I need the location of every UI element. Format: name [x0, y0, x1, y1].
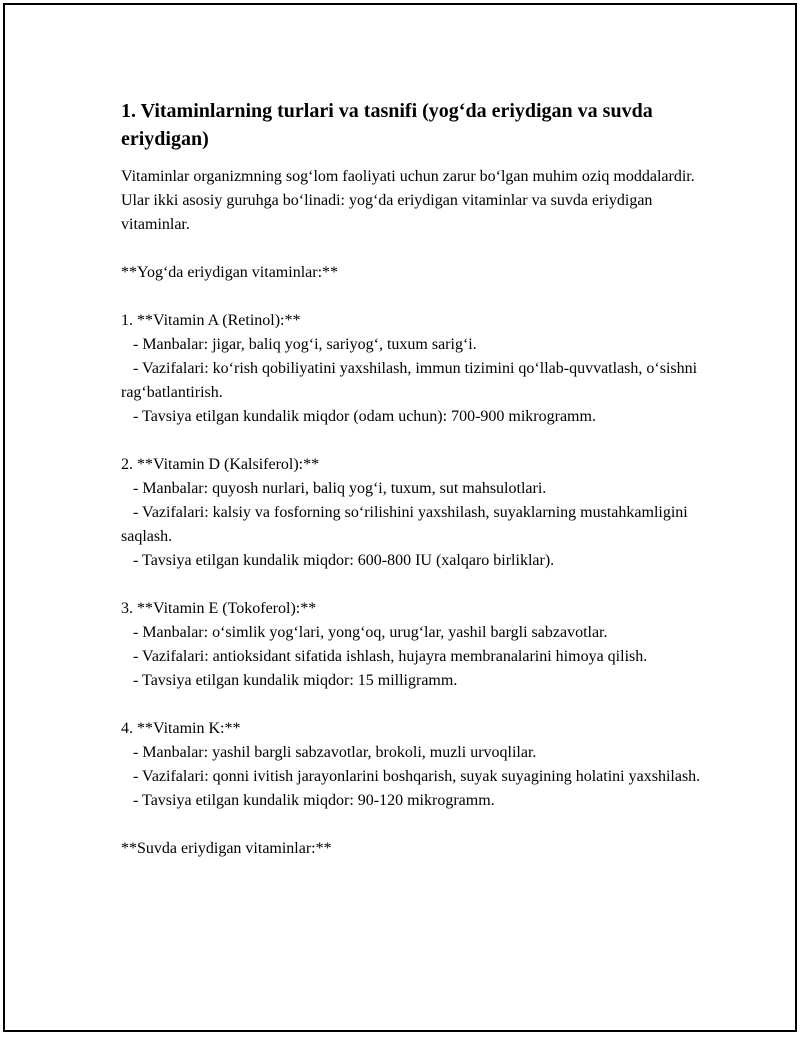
document-title: 1. Vitaminlarning turlari va tasnifi (yog‘da eriydigan va suvda eriydigan)	[121, 100, 653, 150]
document-page	[3, 3, 797, 1032]
document-body: **Yog‘da eriydigan vitaminlar:** 1. **Vitamin A (Retinol):** - Manbalar: jigar, baliq yog‘i, sariyog‘, tuxum sarig‘i. - Vazifalari: ko‘rish qobiliyatini yaxshilash, immun tizimini qo‘llab-quvvatlash, o‘sishni rag‘batlantirish. - Tavsiya etilgan kundalik miqdor (odam uchun): 700-900 mikrogramm. 2. **Vitamin D (Kalsiferol):** - Manbalar: quyosh nurlari, baliq yog‘i, tuxum, sut mahsulotlari. - Vazifalari: kalsiy va fosforning so‘rilishini yaxshilash, suyaklarning mustahkamligini saqlash. - Tavsiya etilgan kundalik miqdor: 600-800 IU (xalqaro birliklar). 3. **Vitamin E (Tokoferol):** - Manbalar: o‘simlik yog‘lari, yong‘oq, urug‘lar, yashil bargli sabzavotlar. - Vazifalari: antioksidant sifatida ishlash, hujayra membranalarini himoya qilish. - Tavsiya etilgan kundalik miqdor: 15 milligramm. 4. **Vitamin K:** - Manbalar: yashil bargli sabzavotlar, brokoli, muzli urvoqlilar. - Vazifalari: qonni ivitish jarayonlarini boshqarish, suyak suyagining holatini yaxshilash. - Tavsiya etilgan kundalik miqdor: 90-120 mikrogramm. **Suvda eriydigan vitaminlar:**	[121, 264, 701, 857]
intro-paragraph: Vitaminlar organizmning sog‘lom faoliyati uchun zarur bo‘lgan muhim oziq moddalardir. Ular ikki asosiy guruhga bo‘linadi: yog‘da eriydigan vitaminlar va suvda eriydigan vitaminlar.	[121, 168, 695, 233]
document-content	[121, 97, 701, 861]
